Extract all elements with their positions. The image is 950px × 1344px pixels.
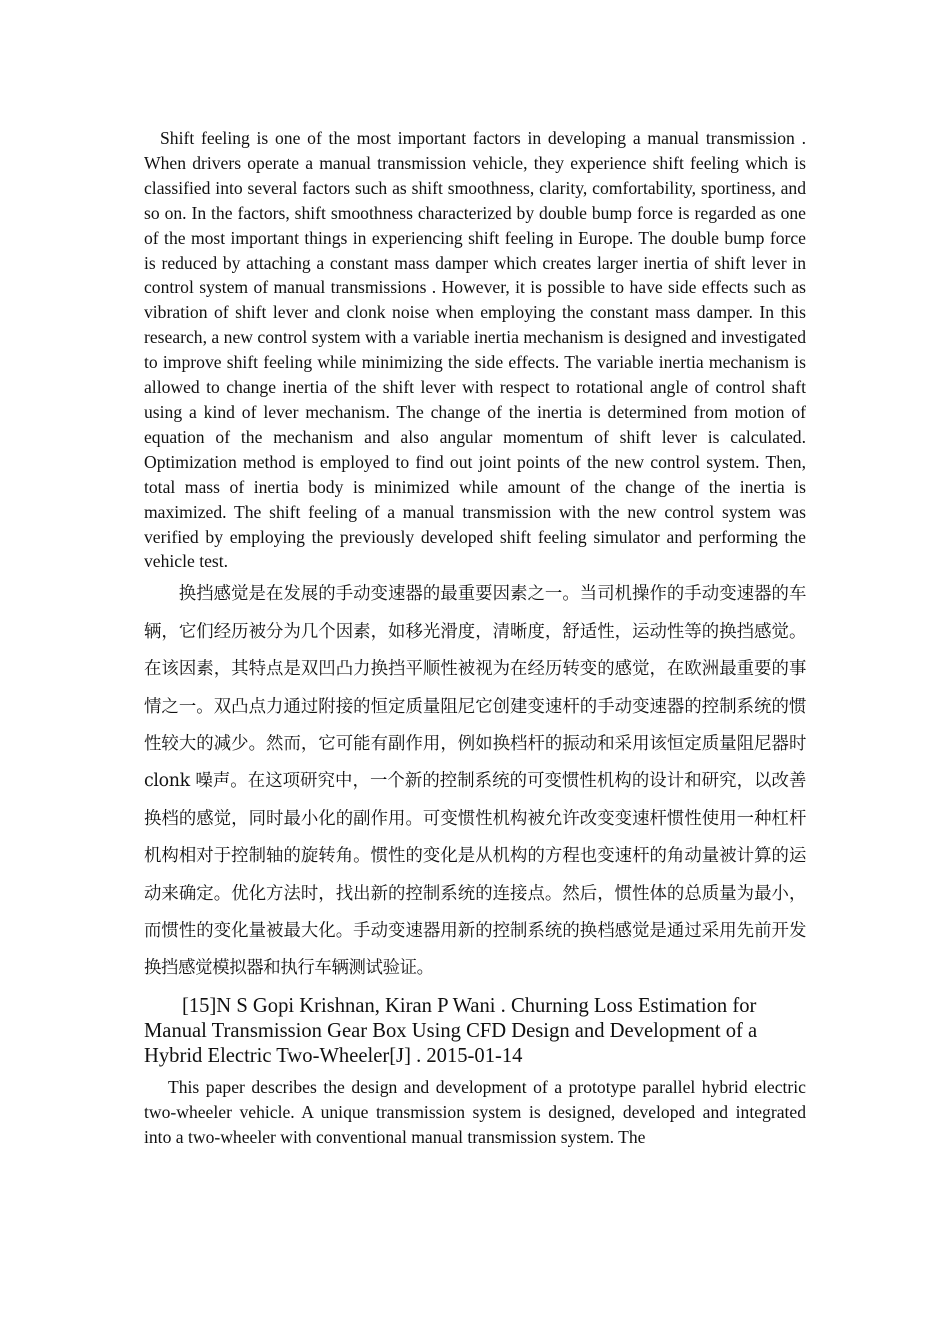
page-content [144,126,806,1150]
reference-citation: [15]N S Gopi Krishnan, Kiran P Wani . Churning Loss Estimation for Manual Transmission Gear Box Using CFD Design and Development of a Hybrid Electric Two-Wheeler[J] . 2015-01-14 [144,994,758,1068]
abstract-chinese: 换挡感觉是在发展的手动变速器的最重要因素之一。当司机操作的手动变速器的车辆，它们经历被分为几个因素，如移光滑度，清晰度，舒适性，运动性等的换挡感觉。在该因素，其特点是双凹凸力换挡平顺性被视为在经历转变的感觉，在欧洲最重要的事情之一。双凸点力通过附接的恒定质量阻尼它创建变速杆的手动变速器的控制系统的惯性较大的减少。然而，它可能有副作用，例如换档杆的振动和采用该恒定质量阻尼器时 clonk 噪声。在这项研究中，一个新的控制系统的可变惯性机构的设计和研究，以改善换档的感觉，同时最小化的副作用。可变惯性机构被允许改变变速杆惯性使用一种杠杆机构相对于控制轴的旋转角。惯性的变化是从机构的方程也变速杆的角动量被计算的运动来确定。优化方法时，找出新的控制系统的连接点。然后，惯性体的总质量为最小，而惯性的变化量被最大化。手动变速器用新的控制系统的换档感觉是通过采用先前开发换挡感觉模拟器和执行车辆测试验证。 [144,584,806,979]
abstract-english-2: This paper describes the design and development of a prototype parallel hybrid electric two-wheeler vehicle. A unique transmission system is designed, developed and integrated into a two-wheeler with conventional manual transmission system. The [144,1077,806,1148]
abstract-english: Shift feeling is one of the most important factors in developing a manual transmission . When drivers operate a manual transmission vehicle, they experience shift feeling which is classified into several factors such as shift smoothness, clarity, comfortability, sportiness, and so on. In the factors, shift smoothness characterized by double bump force is regarded as one of the most important things in experiencing shift feeling in Europe. The double bump force is reduced by attaching a constant mass damper which creates larger inertia of shift lever in control system of manual transmissions . However, it is possible to have side effects such as vibration of shift lever and clonk noise when employing the constant mass damper. In this research, a new control system with a variable inertia mechanism is designed and investigated to improve shift feeling while minimizing the side effects. The variable inertia mechanism is allowed to change inertia of the shift lever with respect to rotational angle of control shaft using a kind of lever mechanism. The change of the inertia is determined from motion of equation of the mechanism and also angular momentum of shift lever is calculated. Optimization method is employed to find out joint points of the new control system. Then, total mass of inertia body is minimized while amount of the change of the inertia is maximized. The shift feeling of a manual transmission with the new control system was verified by employing the previously developed shift feeling simulator and performing the vehicle test. [144,128,806,572]
